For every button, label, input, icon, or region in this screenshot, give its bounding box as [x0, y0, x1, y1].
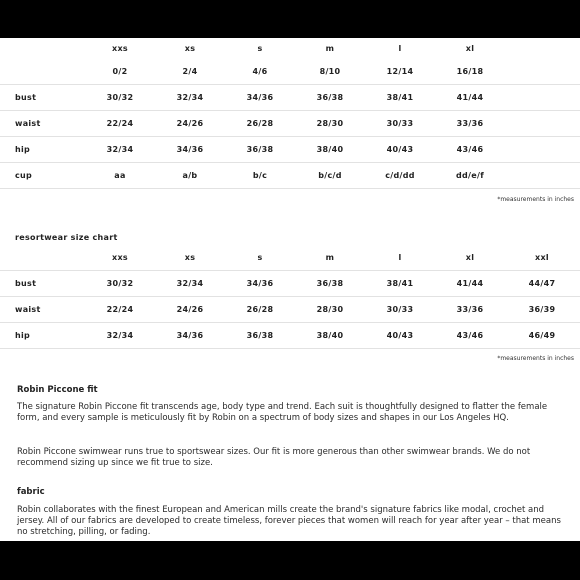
- table-cell: 30/33: [386, 305, 414, 314]
- measurement-note: *measurements in inches: [497, 196, 574, 203]
- table-cell: 41/44: [456, 93, 484, 102]
- swim-hip-row: [0, 137, 580, 163]
- table-cell: 33/36: [456, 119, 484, 128]
- fit-paragraph: The signature Robin Piccone fit transcends age, body type and trend. Each suit is thoughtfully designed to flatter the female form, and every sample is meticulously fit by Robin on a spectrum of body sizes and shapes in our Los Angeles HQ.: [17, 402, 548, 423]
- swim-bust-row: [0, 85, 580, 111]
- table-cell: 28/30: [316, 305, 344, 314]
- table-cell: 34/36: [176, 145, 204, 154]
- resort-size-header-row: [0, 245, 580, 271]
- resort-bust-row: [0, 271, 580, 297]
- size-header: s: [257, 253, 263, 262]
- row-label: cup: [15, 171, 33, 180]
- resortwear-chart-title: resortwear size chart: [15, 233, 118, 242]
- size-number: 0/2: [112, 67, 128, 76]
- table-cell: c/d/dd: [385, 171, 415, 180]
- resort-waist-row: [0, 297, 580, 323]
- table-cell: 24/26: [176, 305, 204, 314]
- table-cell: 38/41: [386, 93, 414, 102]
- swim-number-row: [0, 59, 580, 85]
- table-cell: a/b: [182, 171, 198, 180]
- row-label: bust: [15, 279, 37, 288]
- size-number: 16/18: [456, 67, 484, 76]
- size-number: 4/6: [252, 67, 268, 76]
- fit-sizing-paragraph: Robin Piccone swimwear runs true to sportswear sizes. Our fit is more generous than other swimwear brands. We do not recommend sizing up since we fit true to size.: [17, 447, 531, 468]
- size-header: xxs: [112, 44, 128, 53]
- table-cell: 32/34: [176, 279, 204, 288]
- row-label: hip: [15, 145, 31, 154]
- table-cell: 34/36: [176, 331, 204, 340]
- size-header: s: [257, 44, 263, 53]
- row-label: waist: [15, 119, 41, 128]
- table-cell: 38/41: [386, 279, 414, 288]
- table-cell: 24/26: [176, 119, 204, 128]
- size-header: l: [398, 44, 402, 53]
- swim-waist-row: [0, 111, 580, 137]
- table-cell: 36/38: [246, 331, 274, 340]
- table-cell: 30/32: [106, 93, 134, 102]
- row-label: bust: [15, 93, 37, 102]
- swim-size-header-row: [0, 38, 580, 61]
- size-number: 12/14: [386, 67, 414, 76]
- table-cell: 30/33: [386, 119, 414, 128]
- table-cell: 36/39: [528, 305, 556, 314]
- table-cell: 46/49: [528, 331, 556, 340]
- fit-heading: Robin Piccone fit: [17, 385, 98, 395]
- table-cell: 43/46: [456, 331, 484, 340]
- table-cell: 32/34: [106, 331, 134, 340]
- table-cell: aa: [114, 171, 126, 180]
- table-cell: 36/38: [316, 93, 344, 102]
- swim-cup-row: [0, 163, 580, 189]
- table-cell: 26/28: [246, 119, 274, 128]
- size-number: 2/4: [182, 67, 198, 76]
- fabric-paragraph: Robin collaborates with the finest European and American mills create the brand's signature fabrics like modal, crochet and jersey. All of our fabrics are developed to create timeless, forever pieces that women will reach for year after year – that means no stretching, pilling, or fading.: [17, 505, 561, 537]
- table-cell: 44/47: [528, 279, 556, 288]
- table-cell: 40/43: [386, 145, 414, 154]
- table-cell: 36/38: [246, 145, 274, 154]
- size-header: xl: [465, 44, 475, 53]
- size-header: xs: [184, 44, 196, 53]
- table-cell: 43/46: [456, 145, 484, 154]
- table-cell: 32/34: [106, 145, 134, 154]
- size-header: xs: [184, 253, 196, 262]
- resort-hip-row: [0, 323, 580, 349]
- table-cell: 28/30: [316, 119, 344, 128]
- table-cell: 33/36: [456, 305, 484, 314]
- table-cell: dd/e/f: [455, 171, 484, 180]
- table-cell: 34/36: [246, 93, 274, 102]
- size-header: xxl: [535, 253, 549, 262]
- size-header: l: [398, 253, 402, 262]
- table-cell: 38/40: [316, 331, 344, 340]
- size-guide-page: [0, 38, 580, 541]
- table-cell: 22/24: [106, 305, 134, 314]
- size-header: m: [325, 44, 335, 53]
- table-cell: b/c: [252, 171, 268, 180]
- fabric-heading: fabric: [17, 487, 45, 497]
- table-cell: 41/44: [456, 279, 484, 288]
- table-cell: 38/40: [316, 145, 344, 154]
- table-cell: b/c/d: [318, 171, 342, 180]
- table-cell: 34/36: [246, 279, 274, 288]
- table-cell: 36/38: [316, 279, 344, 288]
- table-cell: 32/34: [176, 93, 204, 102]
- size-header: xl: [465, 253, 475, 262]
- row-label: hip: [15, 331, 31, 340]
- size-number: 8/10: [319, 67, 341, 76]
- size-header: xxs: [112, 253, 128, 262]
- measurement-note: *measurements in inches: [497, 355, 574, 362]
- size-header: m: [325, 253, 335, 262]
- table-cell: 22/24: [106, 119, 134, 128]
- table-cell: 40/43: [386, 331, 414, 340]
- table-cell: 26/28: [246, 305, 274, 314]
- table-cell: 30/32: [106, 279, 134, 288]
- row-label: waist: [15, 305, 41, 314]
